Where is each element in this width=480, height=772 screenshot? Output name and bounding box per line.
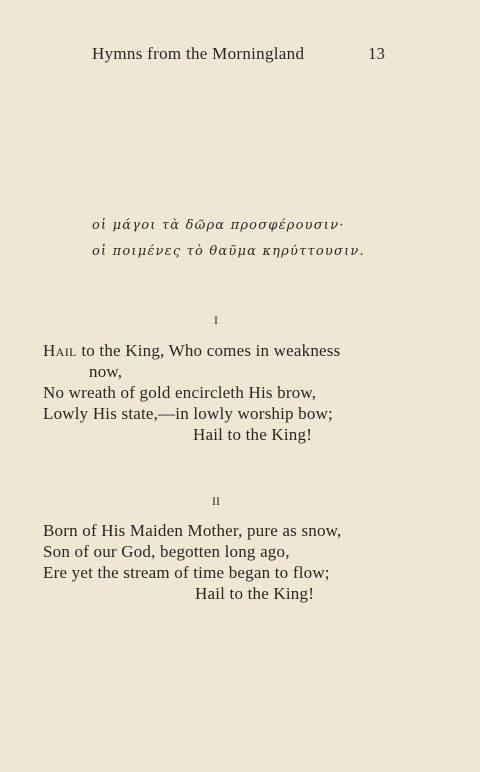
initial-word: Hail [43, 341, 77, 360]
verse-text: to the King, Who comes in weakness [76, 341, 341, 360]
refrain-line: Hail to the King! [195, 584, 315, 603]
verse-line: Lowly His state,—in lowly worship bow; [43, 404, 333, 423]
running-title: Hymns from the Morningland [92, 44, 305, 63]
stanza [43, 520, 341, 604]
verse-line: Son of our God, begotten long ago, [43, 542, 290, 561]
refrain-line: Hail to the King! [193, 425, 313, 444]
stanza-number: II [212, 494, 220, 508]
epigraph-line: οἱ ποιμένες τὸ θαῦμα κηρύττουσιν. [92, 244, 365, 259]
stanza-number: I [214, 313, 218, 327]
verse-line: No wreath of gold encircleth His brow, [43, 383, 317, 402]
verse-line: Born of His Maiden Mother, pure as snow, [43, 521, 342, 540]
greek-epigraph [92, 213, 365, 265]
running-head [0, 44, 480, 66]
page-number: 13 [368, 44, 385, 63]
verse-line [43, 340, 340, 361]
epigraph-line: οἱ μάγοι τὰ δῶρα προσφέρουσιν· [92, 218, 345, 233]
stanza [43, 340, 340, 445]
verse-line: Ere yet the stream of time began to flow; [43, 563, 330, 582]
verse-line: now, [89, 362, 123, 381]
